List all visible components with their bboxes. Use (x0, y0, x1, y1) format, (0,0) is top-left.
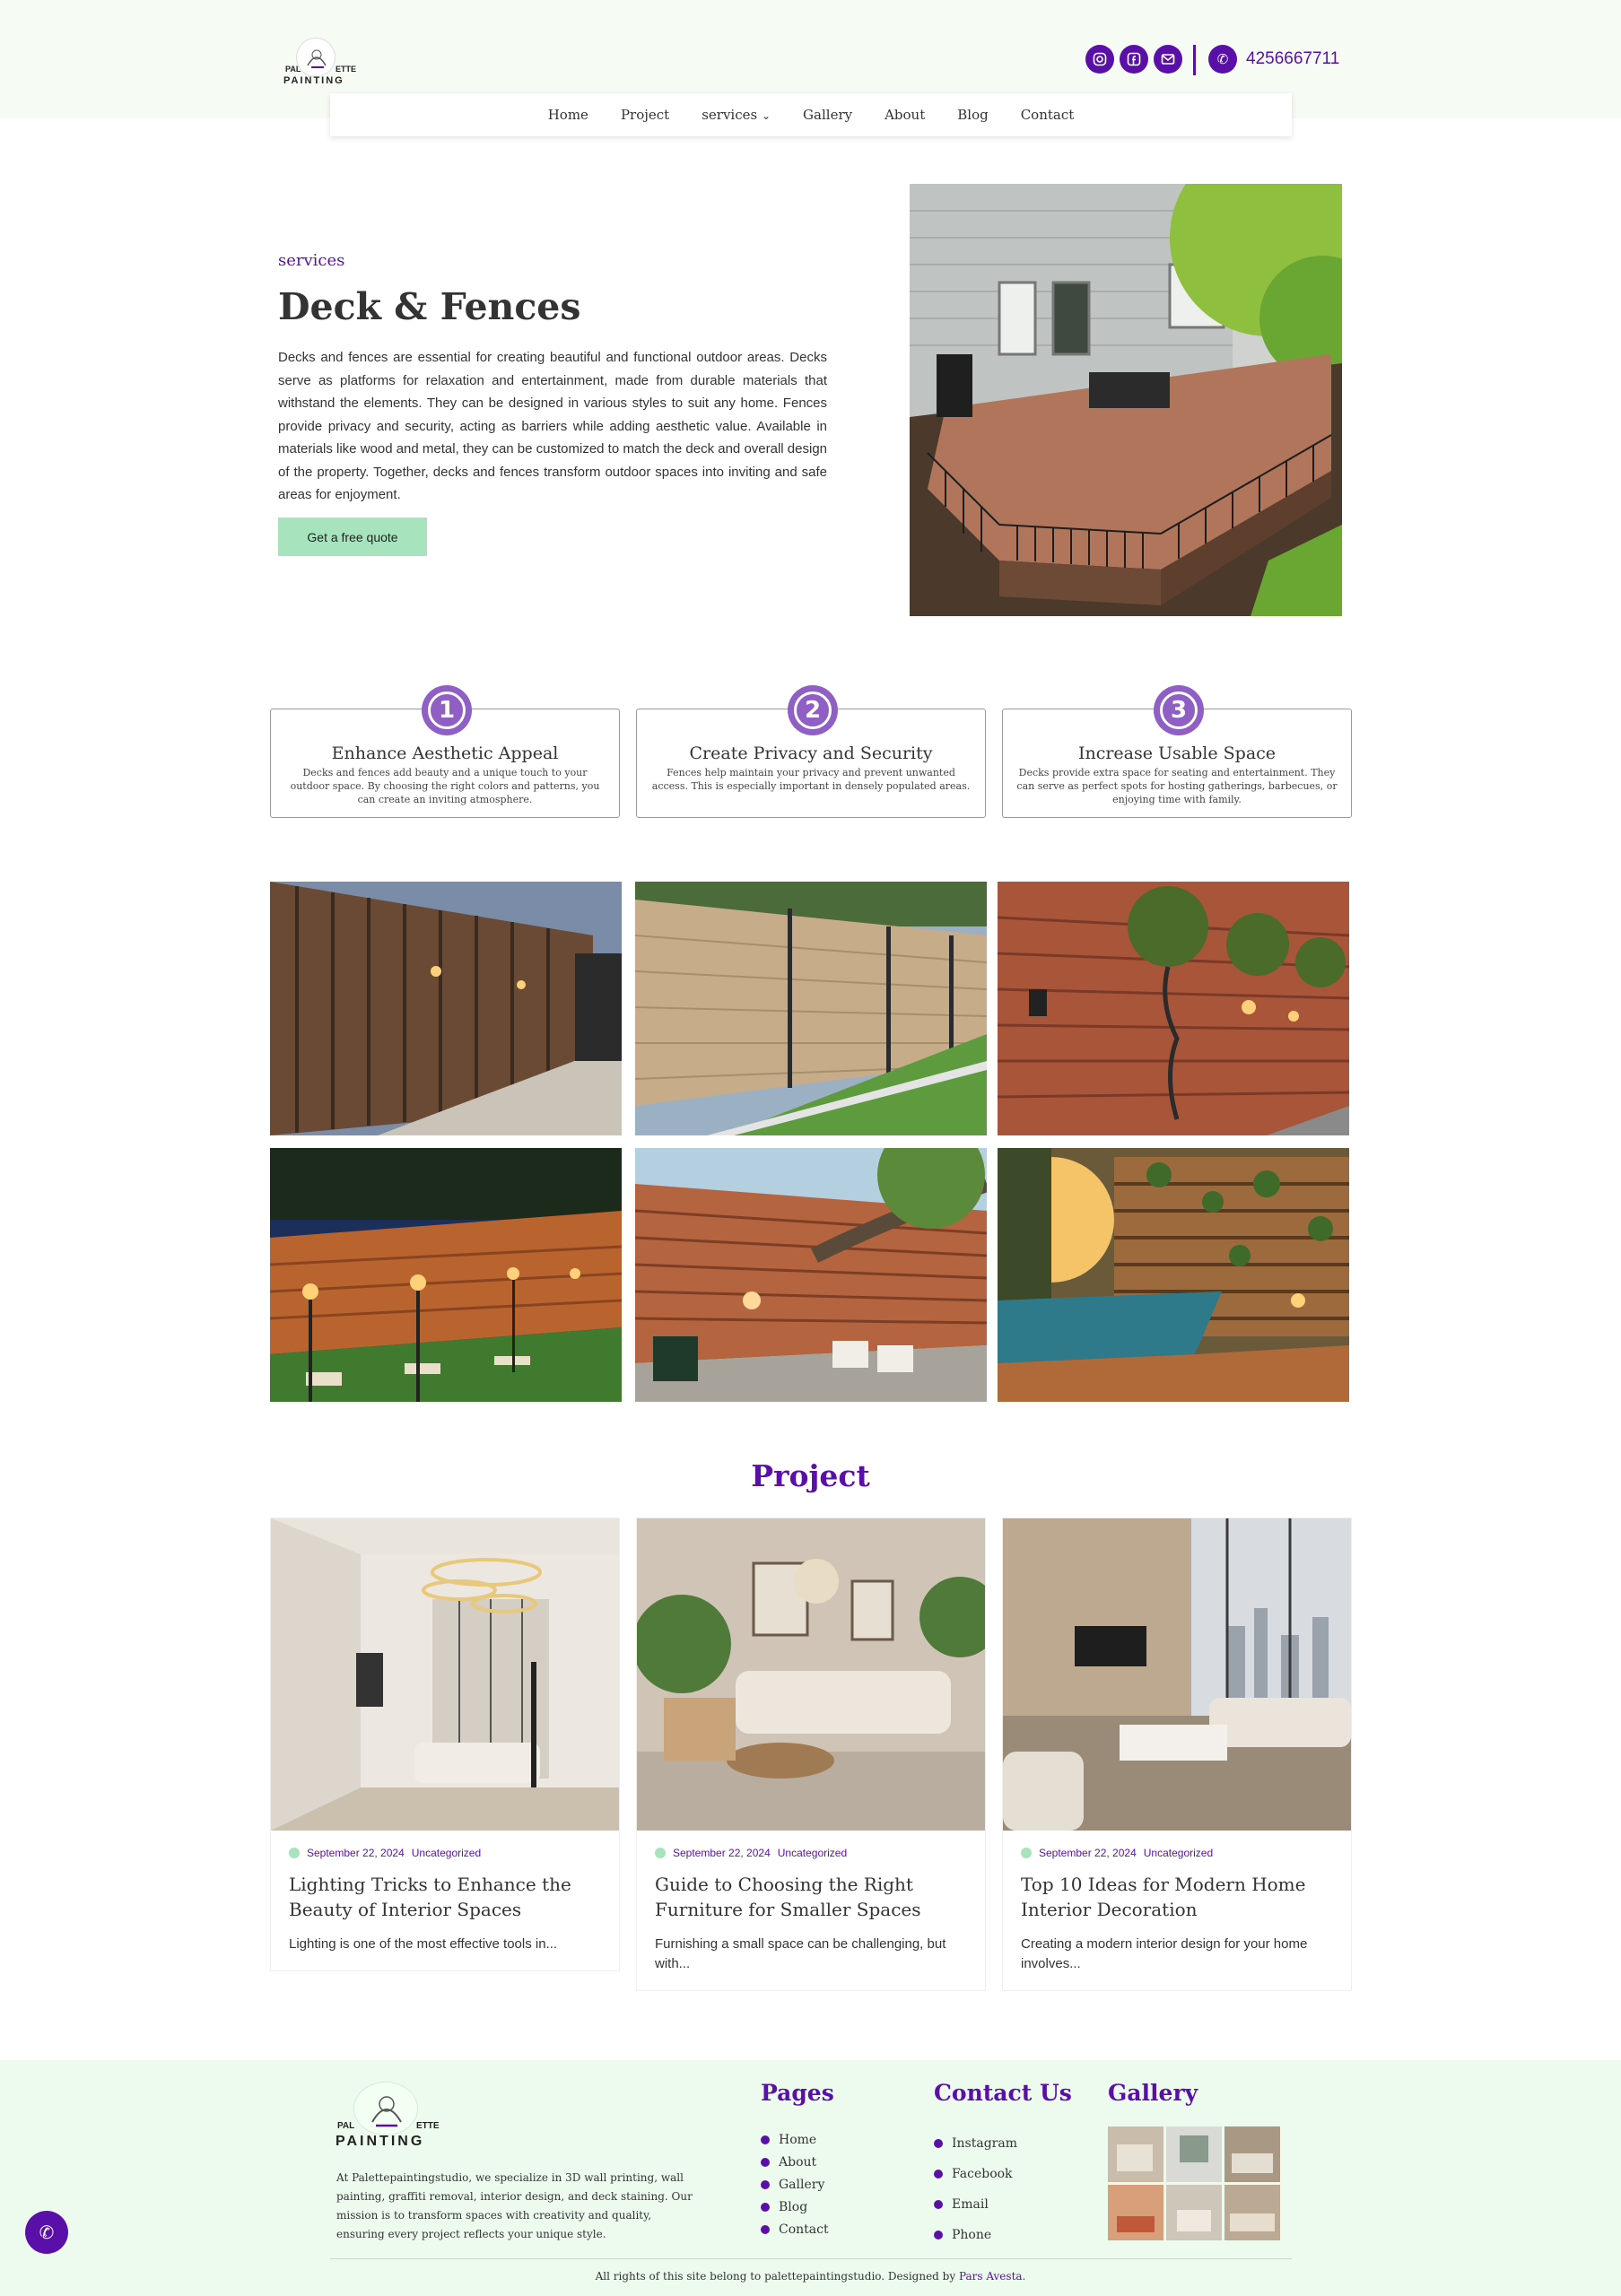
footer-gallery-grid (1108, 2126, 1282, 2240)
post-meta (271, 1831, 619, 1859)
number-badge-icon (788, 685, 838, 735)
header-divider (1193, 45, 1196, 75)
email-icon[interactable] (1154, 45, 1182, 74)
chevron-down-icon: ⌄ (761, 109, 771, 122)
footer-link-label: About (779, 2154, 817, 2170)
nav-item-services[interactable] (702, 107, 771, 123)
fence-gallery-image[interactable] (270, 1148, 622, 1402)
instagram-icon[interactable] (1085, 45, 1114, 74)
project-image[interactable] (271, 1518, 619, 1831)
footer-gallery-thumb[interactable] (1108, 2126, 1163, 2182)
footer-link-home[interactable] (761, 2128, 829, 2151)
footer-gallery-heading: Gallery (1108, 2080, 1198, 2106)
feature-card (636, 697, 986, 818)
meta-dot-icon (289, 1848, 300, 1858)
meta-dot-icon (1021, 1848, 1032, 1858)
footer-link-about[interactable] (761, 2151, 829, 2173)
logo-text-left: PAL (337, 2121, 355, 2131)
site-logo[interactable] (280, 34, 355, 91)
number-badge-icon (422, 685, 472, 735)
footer-about: At Palettepaintingstudio, we specialize in 3D wall printing, wall painting, graffiti removal, interior design, and deck staining. Our mission is to transform spaces with creativity and quality, ensuring every project reflects your unique style. (336, 2171, 693, 2240)
main-nav (330, 93, 1292, 136)
footer-link-label: Contact (779, 2222, 829, 2237)
footer-gallery-thumb[interactable] (1166, 2185, 1222, 2240)
project-image[interactable] (1003, 1518, 1351, 1831)
feature-card (1002, 697, 1352, 818)
nav-item-blog[interactable]: Blog (957, 107, 989, 123)
feature-title: Enhance Aesthetic Appeal (331, 744, 559, 763)
page-title: Deck & Fences (278, 285, 581, 328)
footer-link-label: Blog (779, 2199, 808, 2214)
hero-description: Decks and fences are essential for creating beautiful and functional outdoor areas. Decks serve as platforms for relaxation and entertainment, made from durable materials that withstand the elements. They can be designed in various styles to suit any home. Fences provide privacy and security, acting as barriers while adding aesthetic value. Available in materials like wood and metal, they can be customized to match the deck and overall design of the property. Together, decks and fences transform outdoor spaces into inviting and safe areas for enjoyment. (278, 350, 827, 502)
footer-link-label: Home (779, 2132, 817, 2147)
feature-number: 1 (428, 691, 466, 729)
footer-link-instagram[interactable] (934, 2128, 1017, 2159)
projects-heading: Project (751, 1458, 870, 1493)
fence-gallery-image[interactable] (998, 882, 1349, 1135)
fence-gallery-image[interactable] (635, 882, 987, 1135)
facebook-icon[interactable] (1120, 45, 1148, 74)
fence-gallery-image[interactable] (998, 1148, 1349, 1402)
header-phone-number[interactable]: 4256667711 (1246, 49, 1340, 68)
footer-divider (330, 2258, 1292, 2259)
nav-item-home[interactable]: Home (547, 107, 588, 123)
get-quote-button[interactable]: Get a free quote (278, 517, 427, 556)
post-title[interactable]: Lighting Tricks to Enhance the Beauty of Interior Spaces (289, 1874, 571, 1920)
post-excerpt: Furnishing a small space can be challenging, but with... (655, 1936, 946, 1971)
footer-contact-heading: Contact Us (934, 2080, 1072, 2106)
logo-wordmark: PAINTING (336, 2134, 425, 2149)
feature-text: Decks and fences add beauty and a unique touch to your outdoor space. By choosing the right colors and patterns, you can create an inviting atmosphere. (290, 767, 600, 805)
footer-link-email[interactable] (934, 2189, 1017, 2220)
nav-item-about[interactable]: About (885, 107, 926, 123)
nav-item-project[interactable]: Project (620, 107, 670, 123)
nav-item-gallery[interactable]: Gallery (803, 107, 853, 123)
site-footer (0, 2060, 1621, 2296)
floating-call-button[interactable] (25, 2211, 68, 2254)
footer-link-label: Gallery (779, 2177, 825, 2192)
nav-item-contact[interactable]: Contact (1020, 107, 1075, 123)
post-category[interactable]: Uncategorized (1143, 1847, 1214, 1859)
feature-card (270, 697, 620, 818)
footer-pages-heading: Pages (761, 2080, 834, 2106)
footer-gallery-thumb[interactable] (1224, 2126, 1280, 2182)
logo-text-right: ETTE (336, 65, 357, 74)
footer-link-label: Instagram (952, 2136, 1017, 2151)
phone-icon: ✆ (39, 2222, 55, 2243)
post-date[interactable]: September 22, 2024 (307, 1847, 405, 1859)
footer-contact-list (934, 2128, 1017, 2250)
post-meta (637, 1831, 985, 1859)
post-date[interactable]: September 22, 2024 (1039, 1847, 1137, 1859)
footer-link-gallery[interactable] (761, 2173, 829, 2196)
meta-dot-icon (655, 1848, 666, 1858)
copyright-text: All rights of this site belong to palettepaintingstudio. Designed by (595, 2270, 956, 2283)
post-excerpt: Creating a modern interior design for your home involves... (1021, 1936, 1308, 1971)
post-excerpt: Lighting is one of the most effective tools in... (289, 1936, 558, 1952)
post-meta (1003, 1831, 1351, 1859)
project-card[interactable] (270, 1518, 620, 1971)
feature-text: Fences help maintain your privacy and prevent unwanted access. This is especially important in densely populated areas. (651, 767, 971, 792)
logo-emblem (353, 2082, 418, 2135)
feature-text: Decks provide extra space for seating and entertainment. They can serve as perfect spots for hosting gatherings, barbecues, or enjoying time with family. (1016, 767, 1338, 805)
footer-gallery-thumb[interactable] (1224, 2185, 1280, 2240)
nav-item-services-label: services (702, 107, 758, 123)
footer-link-phone[interactable] (934, 2220, 1017, 2250)
footer-link-label: Email (952, 2197, 989, 2212)
footer-pages-list (761, 2128, 829, 2240)
post-category[interactable]: Uncategorized (777, 1847, 848, 1859)
footer-link-contact[interactable] (761, 2218, 829, 2240)
footer-gallery-thumb[interactable] (1108, 2185, 1163, 2240)
fence-gallery-image[interactable] (270, 882, 622, 1135)
feature-number: 3 (1160, 691, 1198, 729)
footer-link-label: Phone (952, 2228, 992, 2242)
footer-link-label: Facebook (952, 2167, 1013, 2181)
logo-text-left: PAL (285, 65, 301, 74)
post-date[interactable]: September 22, 2024 (673, 1847, 771, 1859)
footer-link-blog[interactable] (761, 2196, 829, 2218)
feature-title: Increase Usable Space (1077, 744, 1277, 763)
logo-emblem (296, 38, 336, 77)
number-badge-icon (1154, 685, 1204, 735)
project-image[interactable] (637, 1518, 985, 1831)
post-category[interactable]: Uncategorized (411, 1847, 482, 1859)
project-card[interactable] (1002, 1518, 1352, 1991)
feature-title: Create Privacy and Security (689, 744, 933, 763)
feature-number: 2 (794, 691, 832, 729)
footer-logo[interactable] (336, 2080, 443, 2152)
logo-wordmark: PAINTING (283, 75, 344, 86)
phone-icon[interactable]: ✆ (1208, 45, 1237, 74)
designer-link[interactable]: Pars Avesta. (958, 2270, 1026, 2283)
post-title[interactable]: Top 10 Ideas for Modern Home Interior Decoration (1021, 1874, 1306, 1920)
hero-eyebrow: services (278, 251, 345, 270)
footer-copyright (0, 2270, 1621, 2283)
post-title[interactable]: Guide to Choosing the Right Furniture for Smaller Spaces (655, 1874, 921, 1920)
logo-text-right: ETTE (416, 2121, 440, 2131)
social-links (1085, 45, 1182, 74)
footer-link-facebook[interactable] (934, 2159, 1017, 2189)
footer-gallery-thumb[interactable] (1166, 2126, 1222, 2182)
fence-gallery-image[interactable] (635, 1148, 987, 1402)
project-card[interactable] (636, 1518, 986, 1991)
hero-deck-image (910, 184, 1342, 616)
